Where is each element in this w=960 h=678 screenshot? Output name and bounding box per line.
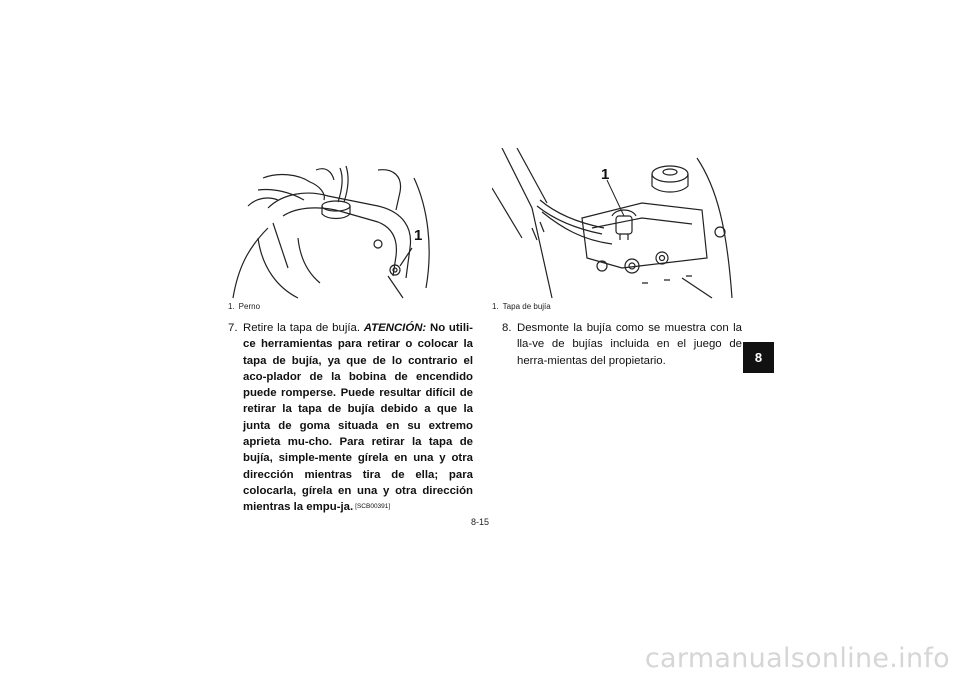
caption-number: 1. — [492, 302, 499, 311]
step-8 — [502, 320, 742, 369]
figure-caption — [228, 302, 260, 311]
page-number: 8-15 — [470, 517, 489, 527]
warning-text: No utili-ce herramientas para retirar o colocar la tapa de bujía, ya que de lo contrario el aco-plador de la bobina de encendido puede romperse. Puede resultar difícil de retirar la tapa de bujía debido a que la junta de goma situada en su extremo aprieta mu-cho. Para retirar la tapa de bujía, simple-mente gírela en una y otra dirección mientras tira de ella; para colocarla, gírela en una y otra dirección mientras la empu-ja. — [243, 322, 473, 514]
caption-text: Perno — [238, 302, 261, 311]
watermark: carmanualsonline.info — [644, 643, 950, 674]
step-number: 8. — [502, 322, 512, 334]
callout-number: 1 — [601, 166, 610, 183]
figure-spark-plug-cap — [492, 148, 744, 300]
engine-illustration — [492, 148, 744, 300]
warning-label: ATENCIÓN: — [363, 322, 427, 334]
caption-text: Tapa de bujía — [502, 302, 551, 311]
reference-code: [SCB00391] — [355, 503, 391, 511]
step-number: 7. — [228, 322, 238, 334]
step-lead-text: Retire la tapa de bujía. — [243, 322, 361, 334]
figure-fuel-tank-bolt — [228, 148, 472, 300]
fuel-tank-illustration — [228, 148, 472, 300]
chapter-tab: 8 — [743, 342, 774, 373]
step-7 — [228, 320, 473, 516]
figure-caption — [492, 302, 551, 311]
step-text: Desmonte la bujía como se muestra con la lla-ve de bujías incluida en el juego de herra-mientas del propietario. — [517, 322, 742, 367]
caption-number: 1. — [228, 302, 235, 311]
callout-number: 1 — [414, 227, 423, 244]
